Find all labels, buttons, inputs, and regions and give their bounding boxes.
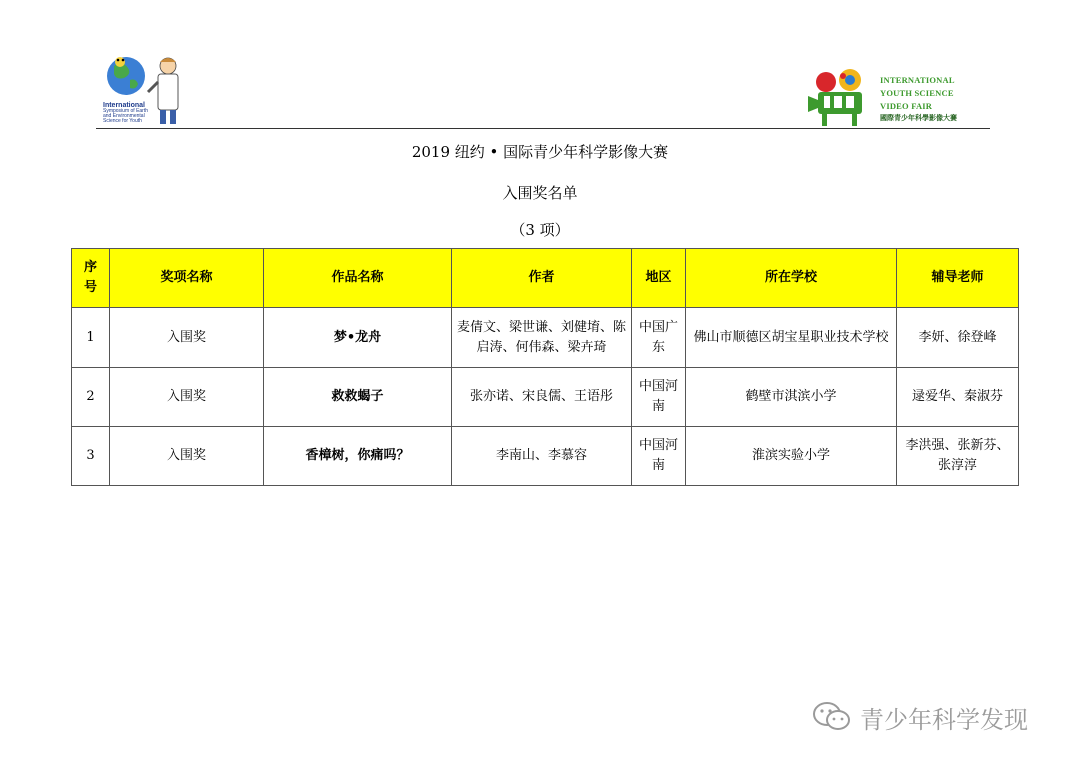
column-header-region: 地区 xyxy=(632,249,686,308)
cell-award: 入围奖 xyxy=(110,427,264,486)
header-divider xyxy=(96,128,990,129)
cell-no: 3 xyxy=(72,427,110,486)
cell-region: 中国河南 xyxy=(632,368,686,427)
awards-table xyxy=(71,248,1019,486)
column-header-award: 奖项名称 xyxy=(110,249,264,308)
column-header-school: 所在学校 xyxy=(686,249,897,308)
cell-work: 救救蝎子 xyxy=(264,368,452,427)
cell-teacher: 李妍、徐登峰 xyxy=(897,308,1019,368)
wechat-watermark xyxy=(812,697,1028,737)
cell-authors: 麦倩文、梁世谦、刘健堉、陈启涛、何伟森、梁卉琦 xyxy=(452,308,632,368)
cell-school: 淮滨实验小学 xyxy=(686,427,897,486)
video-fair-logo xyxy=(806,68,878,128)
cell-work: 梦•龙舟 xyxy=(264,308,452,368)
cell-teacher: 李洪强、张新芬、张淳淳 xyxy=(897,427,1019,486)
item-count: （3 项） xyxy=(510,221,570,239)
cell-no: 1 xyxy=(72,308,110,368)
column-header-teacher: 辅导老师 xyxy=(897,249,1019,308)
document-subtitle: 入围奖名单 xyxy=(502,184,578,202)
wechat-icon xyxy=(812,700,852,734)
column-header-work: 作品名称 xyxy=(264,249,452,308)
cell-award: 入围奖 xyxy=(110,368,264,427)
cell-work: 香樟树，你痛吗？ xyxy=(264,427,452,486)
table-row xyxy=(72,427,1019,486)
cell-authors: 张亦诺、宋良儒、王语彤 xyxy=(452,368,632,427)
cell-school: 佛山市顺德区胡宝星职业技术学校 xyxy=(686,308,897,368)
document-title: 2019 纽约 • 国际青少年科学影像大赛 xyxy=(411,143,669,161)
table-row xyxy=(72,368,1019,427)
table-row xyxy=(72,308,1019,368)
cell-school: 鹤壁市淇滨小学 xyxy=(686,368,897,427)
cell-teacher: 逯爱华、秦淑芬 xyxy=(897,368,1019,427)
cell-authors: 李南山、李慕容 xyxy=(452,427,632,486)
symposium-logo-text: International Symposium of Earth and Environmental Science for Youth xyxy=(103,102,149,124)
cell-no: 2 xyxy=(72,368,110,427)
cell-region: 中国河南 xyxy=(632,427,686,486)
watermark-text: 青少年科学发现 xyxy=(860,705,1028,734)
cell-award: 入围奖 xyxy=(110,308,264,368)
cell-region: 中国广东 xyxy=(632,308,686,368)
video-fair-logo-text: INTERNATIONAL YOUTH SCIENCE VIDEO FAIR 國際青少年科學影像大賽 xyxy=(880,75,957,122)
table-header-row xyxy=(72,249,1019,308)
column-header-authors: 作者 xyxy=(452,249,632,308)
column-header-no: 序号 xyxy=(72,249,110,308)
